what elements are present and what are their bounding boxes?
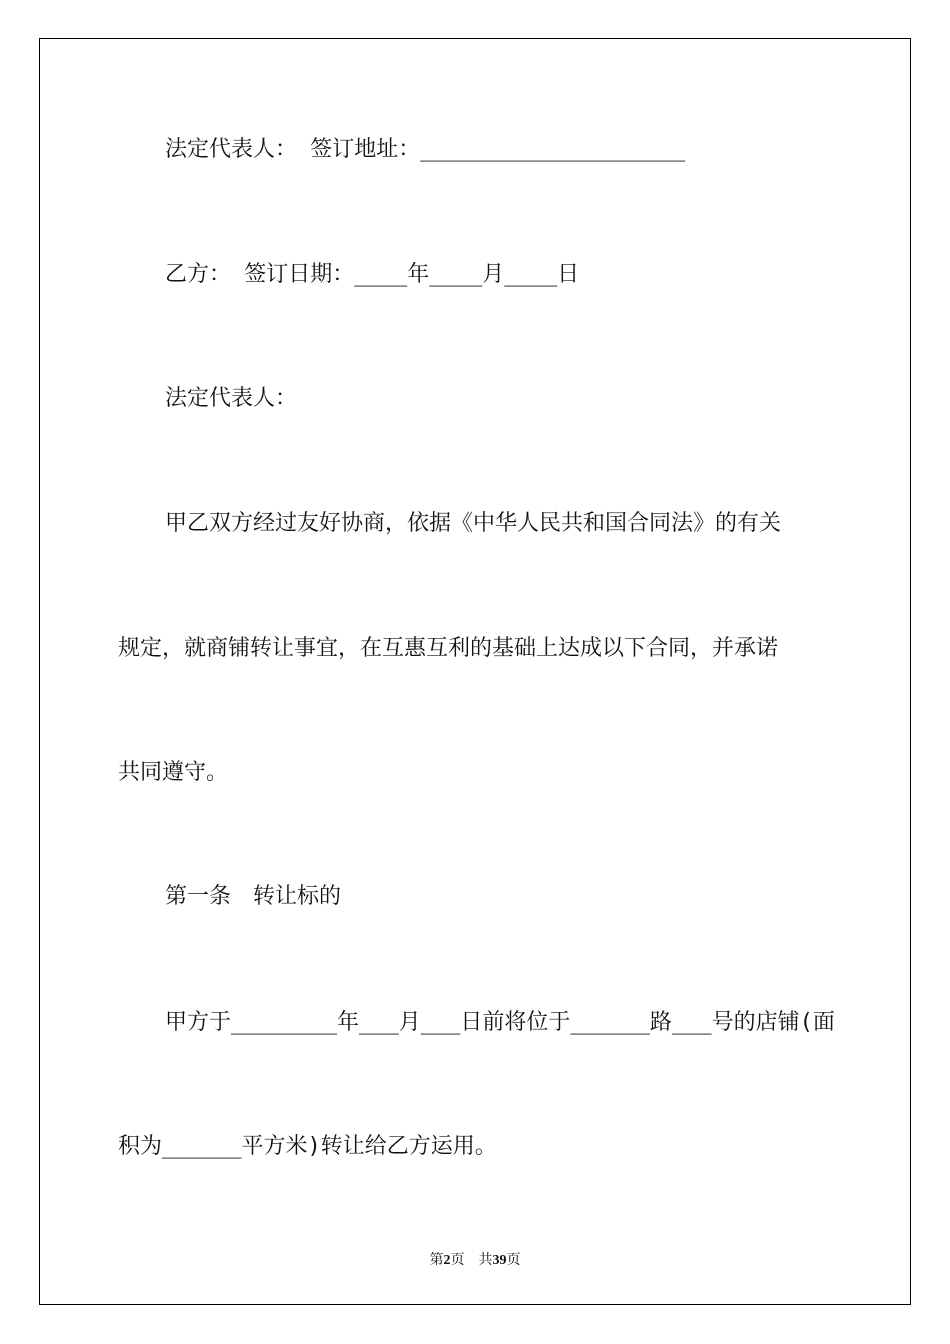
footer-current-page: 2 — [443, 1253, 451, 1268]
line-paragraph-3: 共同遵守。 — [118, 760, 229, 785]
footer-total-pages: 39 — [492, 1253, 507, 1268]
footer-middle: 页 共 — [450, 1253, 493, 1268]
line-transfer-terms-2: 积为______平方米)转让给乙方运用。 — [118, 1134, 497, 1159]
page-frame — [39, 38, 911, 1305]
line-paragraph-1: 甲乙双方经过友好协商，依据《中华人民共和国合同法》的有关 — [165, 511, 782, 536]
line-signer-address: 法定代表人： 签订地址：____________________ — [165, 137, 686, 162]
footer-suffix: 页 — [506, 1253, 521, 1268]
line-transfer-terms-1: 甲方于________年___月___日前将位于______路___号的店铺(面 — [165, 1010, 835, 1035]
line-legal-representative: 法定代表人： — [165, 386, 298, 411]
article-one-heading: 第一条 转让标的 — [165, 884, 342, 909]
line-paragraph-2: 规定，就商铺转让事宜，在互惠互利的基础上达成以下合同，并承诺 — [118, 636, 779, 661]
page-footer — [0, 1249, 950, 1269]
line-party-b-date: 乙方： 签订日期：____年____月____日 — [165, 262, 580, 287]
footer-prefix: 第 — [429, 1253, 444, 1268]
